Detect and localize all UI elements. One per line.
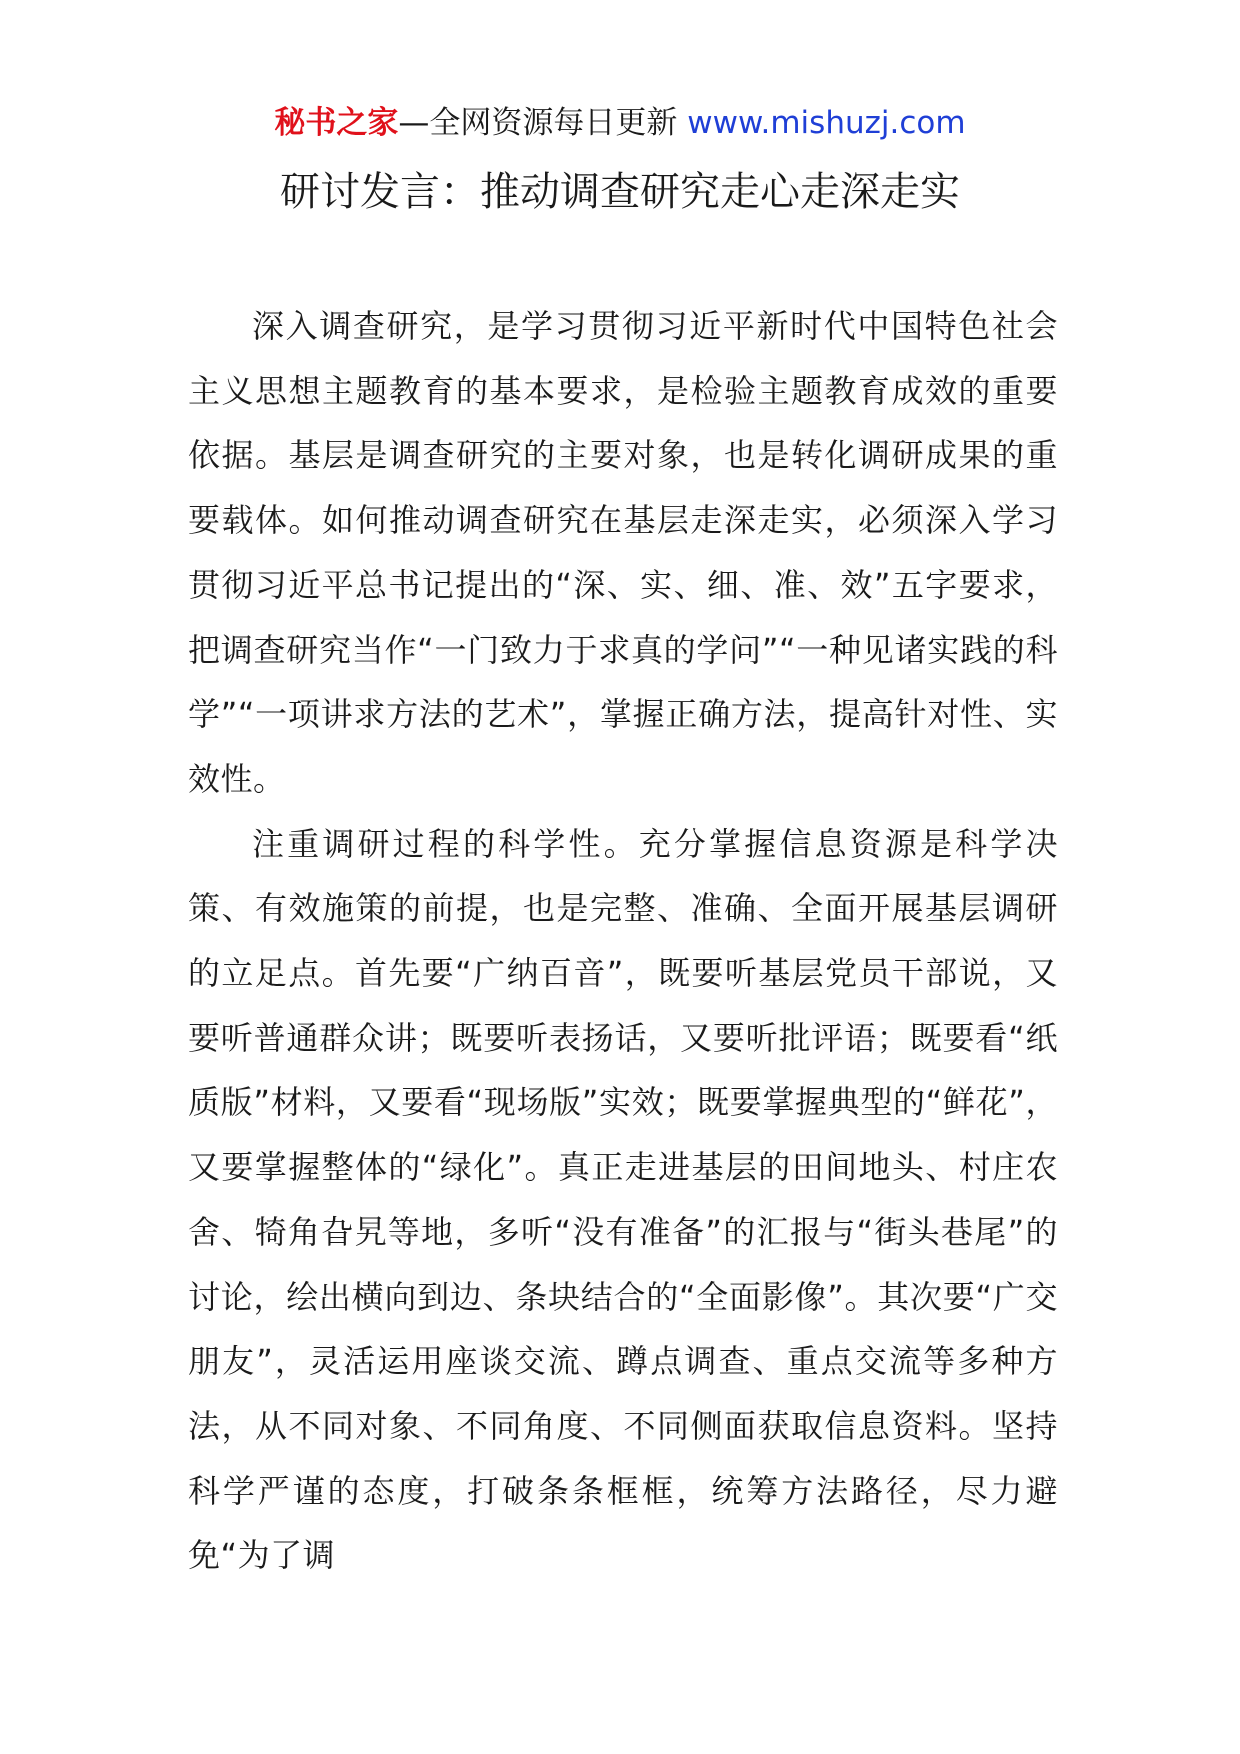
site-header (0, 100, 1240, 146)
brand-name: 秘书之家 (274, 105, 399, 141)
paragraph-2: 注重调研过程的科学性。充分掌握信息资源是科学决策、有效施策的前提，也是完整、准确、全面开展基层调研的立足点。首先要“广纳百音”，既要听基层党员干部说，又要听普通群众讲；既要听表扬话，又要听批评语；既要看“纸质版”材料，又要看“现场版”实效；既要掌握典型的“鲜花”，又要掌握整体的“绿化”。真正走进基层的田间地头、村庄农舍、犄角旮旯等地，多听“没有准备”的汇报与“街头巷尾”的讨论，绘出横向到边、条块结合的“全面影像”。其次要“广交朋友”，灵活运用座谈交流、蹲点调查、重点交流等多种方法，从不同对象、不同角度、不同侧面获取信息资料。坚持科学严谨的态度，打破条条框框，统筹方法路径，尽力避免“为了调 (188, 824, 1058, 1575)
paragraph-1: 深入调查研究，是学习贯彻习近平新时代中国特色社会主义思想主题教育的基本要求，是检验主题教育成效的重要依据。基层是调查研究的主要对象，也是转化调研成果的重要载体。如何推动调查研究在基层走深走实，必须深入学习贯彻习近平总书记提出的“深、实、细、准、效”五字要求，把调查研究当作“一门致力于求真的学问”“一种见诸实践的科学”“一项讲求方法的艺术”，掌握正确方法，提高针对性、实效性。 (188, 307, 1058, 798)
site-url-link[interactable]: www.mishuzj.com (687, 105, 966, 141)
site-slogan: —全网资源每日更新 (398, 105, 678, 141)
document-body (188, 294, 1058, 1588)
document-title: 研讨发言：推动调查研究走心走深走实 (280, 169, 960, 215)
